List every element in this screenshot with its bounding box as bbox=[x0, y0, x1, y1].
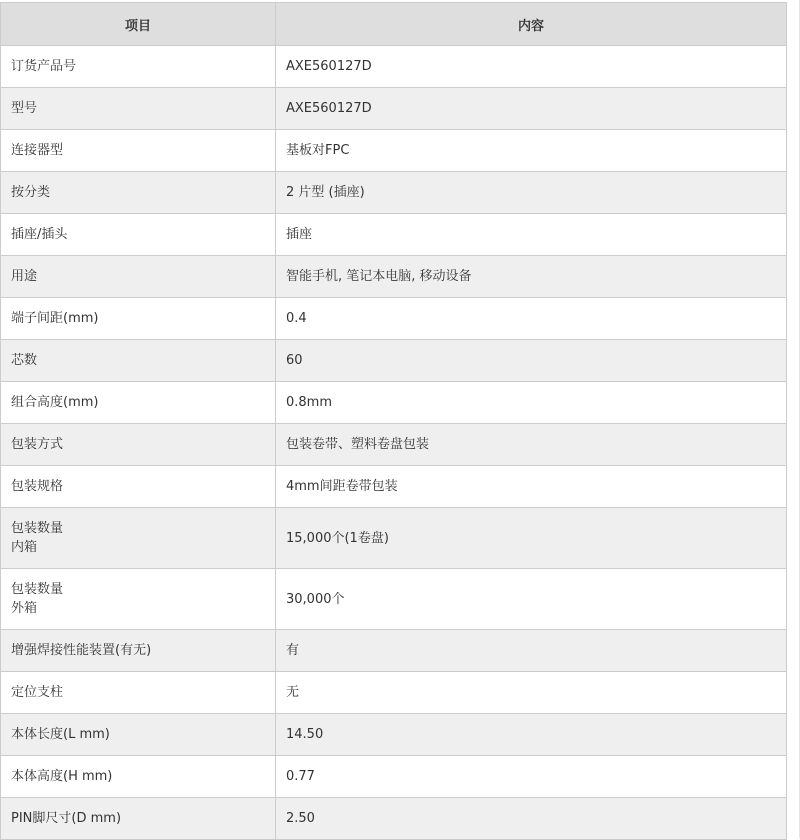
column-header-content: 内容 bbox=[276, 3, 787, 46]
table-row bbox=[1, 424, 787, 466]
table-row bbox=[1, 130, 787, 172]
spec-label: 组合高度(mm) bbox=[1, 382, 276, 424]
spec-label: 增强焊接性能装置(有无) bbox=[1, 630, 276, 672]
spec-value: 2 片型 (插座) bbox=[276, 172, 787, 214]
table-header-row bbox=[1, 3, 787, 46]
spec-value: 插座 bbox=[276, 214, 787, 256]
spec-label-line2: 内箱 bbox=[11, 540, 38, 555]
spec-value: 2.50 bbox=[276, 798, 787, 840]
table-row bbox=[1, 256, 787, 298]
spec-value: 基板对FPC bbox=[276, 130, 787, 172]
table-row bbox=[1, 630, 787, 672]
spec-label: 本体高度(H mm) bbox=[1, 756, 276, 798]
spec-label: 型号 bbox=[1, 88, 276, 130]
spec-value: 14.50 bbox=[276, 714, 787, 756]
table-row bbox=[1, 298, 787, 340]
spec-value: 0.4 bbox=[276, 298, 787, 340]
spec-label: 端子间距(mm) bbox=[1, 298, 276, 340]
spec-value: 15,000个(1卷盘) bbox=[276, 508, 787, 569]
spec-label: 插座/插头 bbox=[1, 214, 276, 256]
spec-value: 无 bbox=[276, 672, 787, 714]
spec-value: 0.8mm bbox=[276, 382, 787, 424]
table-row bbox=[1, 340, 787, 382]
spec-label: 包装规格 bbox=[1, 466, 276, 508]
spec-value: 有 bbox=[276, 630, 787, 672]
table-row bbox=[1, 46, 787, 88]
spec-label: 按分类 bbox=[1, 172, 276, 214]
spec-label: 用途 bbox=[1, 256, 276, 298]
spec-value: AXE560127D bbox=[276, 46, 787, 88]
spec-label-line1: 包装数量 bbox=[11, 521, 64, 536]
spec-value: 包装卷带、塑料卷盘包装 bbox=[276, 424, 787, 466]
product-spec-table bbox=[0, 2, 787, 840]
table-row bbox=[1, 214, 787, 256]
table-row bbox=[1, 508, 787, 569]
spec-label: 定位支柱 bbox=[1, 672, 276, 714]
spec-value: 智能手机, 笔记本电脑, 移动设备 bbox=[276, 256, 787, 298]
table-row bbox=[1, 382, 787, 424]
table-row bbox=[1, 466, 787, 508]
spec-value: 60 bbox=[276, 340, 787, 382]
spec-value: 30,000个 bbox=[276, 569, 787, 630]
spec-label: 订货产品号 bbox=[1, 46, 276, 88]
spec-value: 0.77 bbox=[276, 756, 787, 798]
spec-label: PIN脚尺寸(D mm) bbox=[1, 798, 276, 840]
spec-label bbox=[1, 508, 276, 569]
table-row bbox=[1, 798, 787, 840]
table-row bbox=[1, 714, 787, 756]
spec-label bbox=[1, 569, 276, 630]
spec-label-line2: 外箱 bbox=[11, 601, 38, 616]
spec-value: 4mm间距卷带包装 bbox=[276, 466, 787, 508]
spec-label: 芯数 bbox=[1, 340, 276, 382]
spec-label: 本体长度(L mm) bbox=[1, 714, 276, 756]
table-row bbox=[1, 672, 787, 714]
table-row bbox=[1, 756, 787, 798]
spec-label: 连接器型 bbox=[1, 130, 276, 172]
spec-value: AXE560127D bbox=[276, 88, 787, 130]
table-row bbox=[1, 569, 787, 630]
table-row bbox=[1, 88, 787, 130]
spec-label-line1: 包装数量 bbox=[11, 582, 64, 597]
column-header-item: 项目 bbox=[1, 3, 276, 46]
table-row bbox=[1, 172, 787, 214]
spec-label: 包装方式 bbox=[1, 424, 276, 466]
